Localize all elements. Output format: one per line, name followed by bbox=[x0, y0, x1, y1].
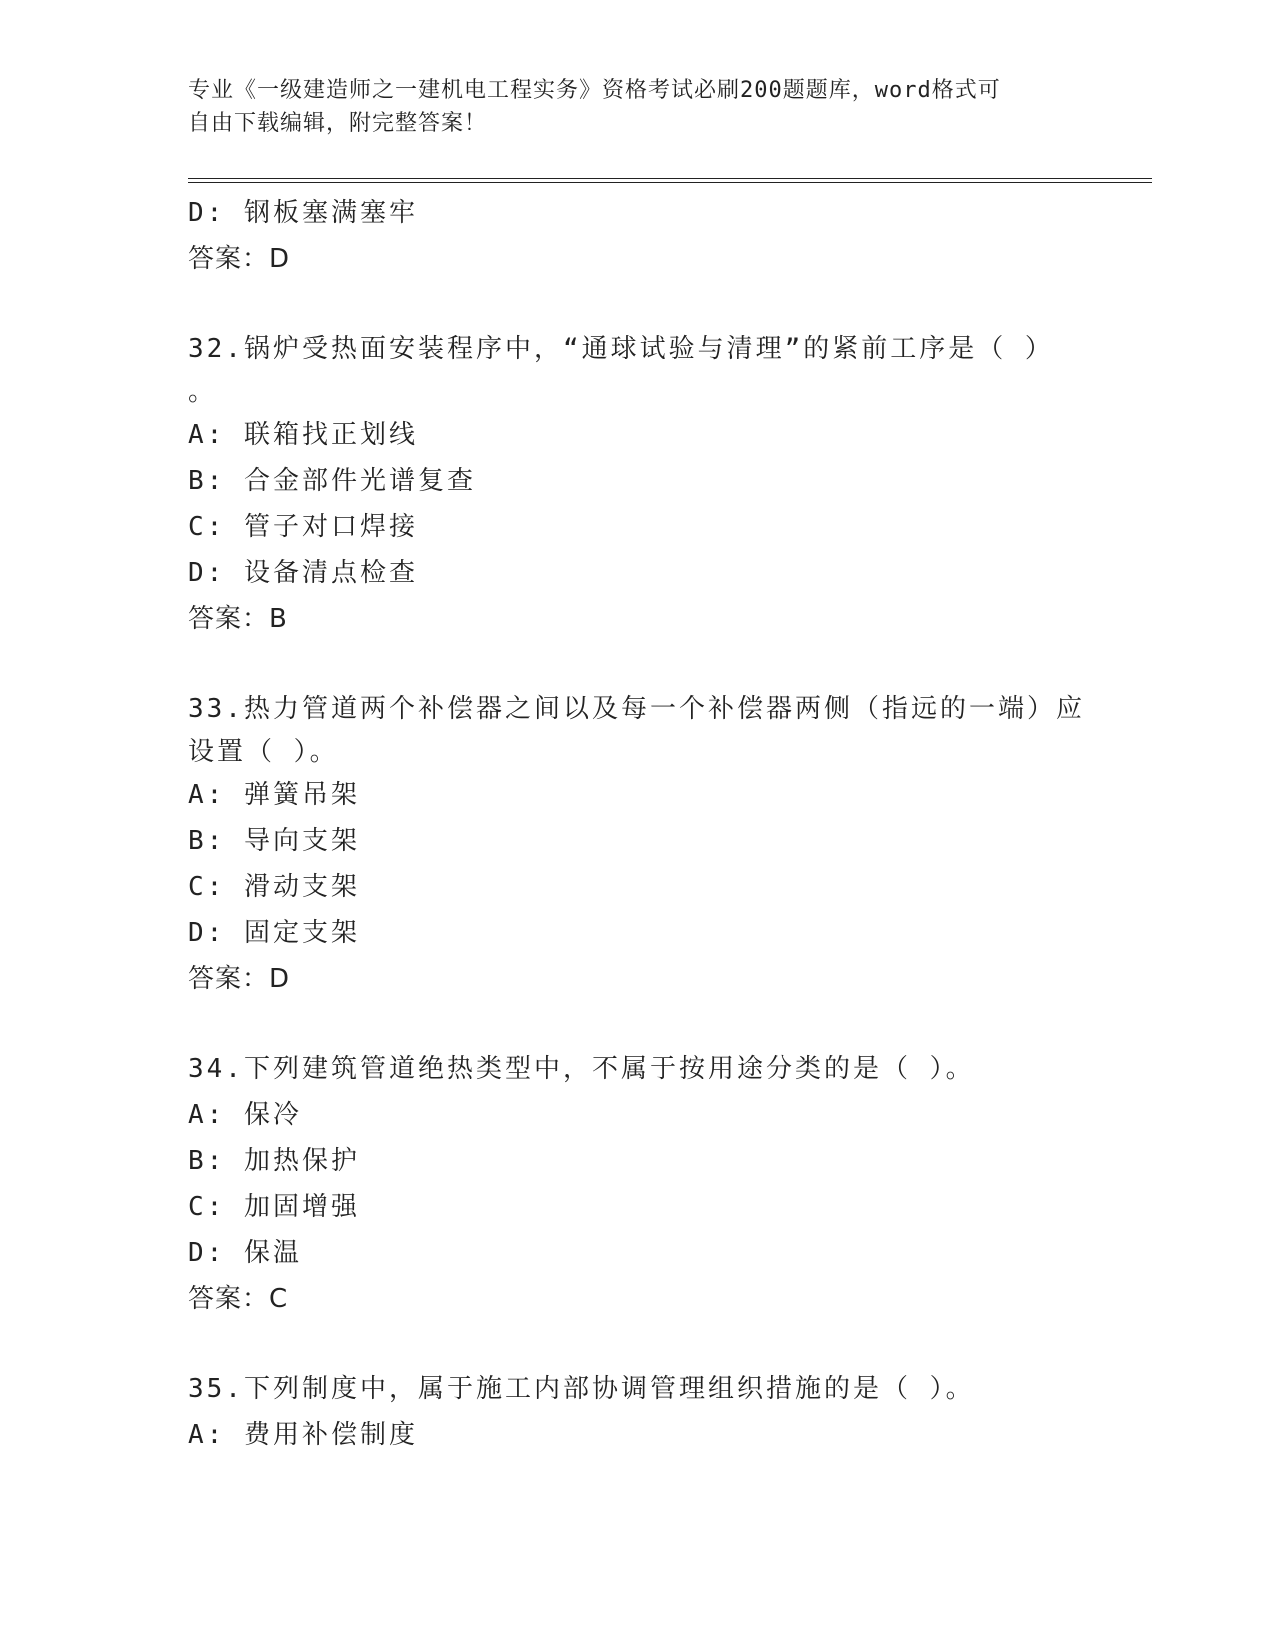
question-33 bbox=[188, 686, 1088, 1002]
option-a: A: 保冷 bbox=[188, 1100, 302, 1130]
option-b: B: 合金部件光谱复查 bbox=[188, 466, 476, 496]
header-line-2: 自由下载编辑，附完整答案！ bbox=[188, 111, 488, 136]
option-c: C: 滑动支架 bbox=[188, 872, 360, 902]
carryover-answer: 答案：D bbox=[188, 244, 291, 274]
option-d: D: 固定支架 bbox=[188, 918, 360, 948]
question-text-line: 32.锅炉受热面安装程序中，“通球试验与清理”的紧前工序是（ ） bbox=[188, 334, 1054, 364]
question-35 bbox=[188, 1366, 1088, 1458]
question-34 bbox=[188, 1046, 1088, 1322]
option-b: B: 加热保护 bbox=[188, 1146, 360, 1176]
question-32 bbox=[188, 326, 1088, 642]
question-text-line: 。 bbox=[188, 377, 218, 407]
option-d: D: 保温 bbox=[188, 1238, 302, 1268]
option-a: A: 费用补偿制度 bbox=[188, 1420, 418, 1450]
answer: 答案：C bbox=[188, 1284, 289, 1314]
option-c: C: 管子对口焊接 bbox=[188, 512, 418, 542]
carryover-option-d: D: 钢板塞满塞牢 bbox=[188, 198, 418, 228]
header-line-1: 专业《一级建造师之一建机电工程实务》资格考试必刷200题题库，word格式可 bbox=[188, 78, 1001, 103]
option-d: D: 设备清点检查 bbox=[188, 558, 418, 588]
document-header bbox=[188, 74, 1088, 140]
question-text-line: 设置（ ）。 bbox=[188, 737, 339, 767]
option-c: C: 加固增强 bbox=[188, 1192, 360, 1222]
question-text-line: 35.下列制度中，属于施工内部协调管理组织措施的是（ ）。 bbox=[188, 1374, 975, 1404]
answer: 答案：D bbox=[188, 964, 291, 994]
answer: 答案：B bbox=[188, 604, 288, 634]
question-text-line: 33.热力管道两个补偿器之间以及每一个补偿器两侧（指远的一端）应 bbox=[188, 694, 1085, 724]
question-content bbox=[188, 190, 1088, 1458]
option-a: A: 弹簧吊架 bbox=[188, 780, 360, 810]
option-a: A: 联箱找正划线 bbox=[188, 420, 418, 450]
header-divider bbox=[188, 178, 1152, 183]
option-b: B: 导向支架 bbox=[188, 826, 360, 856]
question-text-line: 34.下列建筑管道绝热类型中，不属于按用途分类的是（ ）。 bbox=[188, 1054, 975, 1084]
